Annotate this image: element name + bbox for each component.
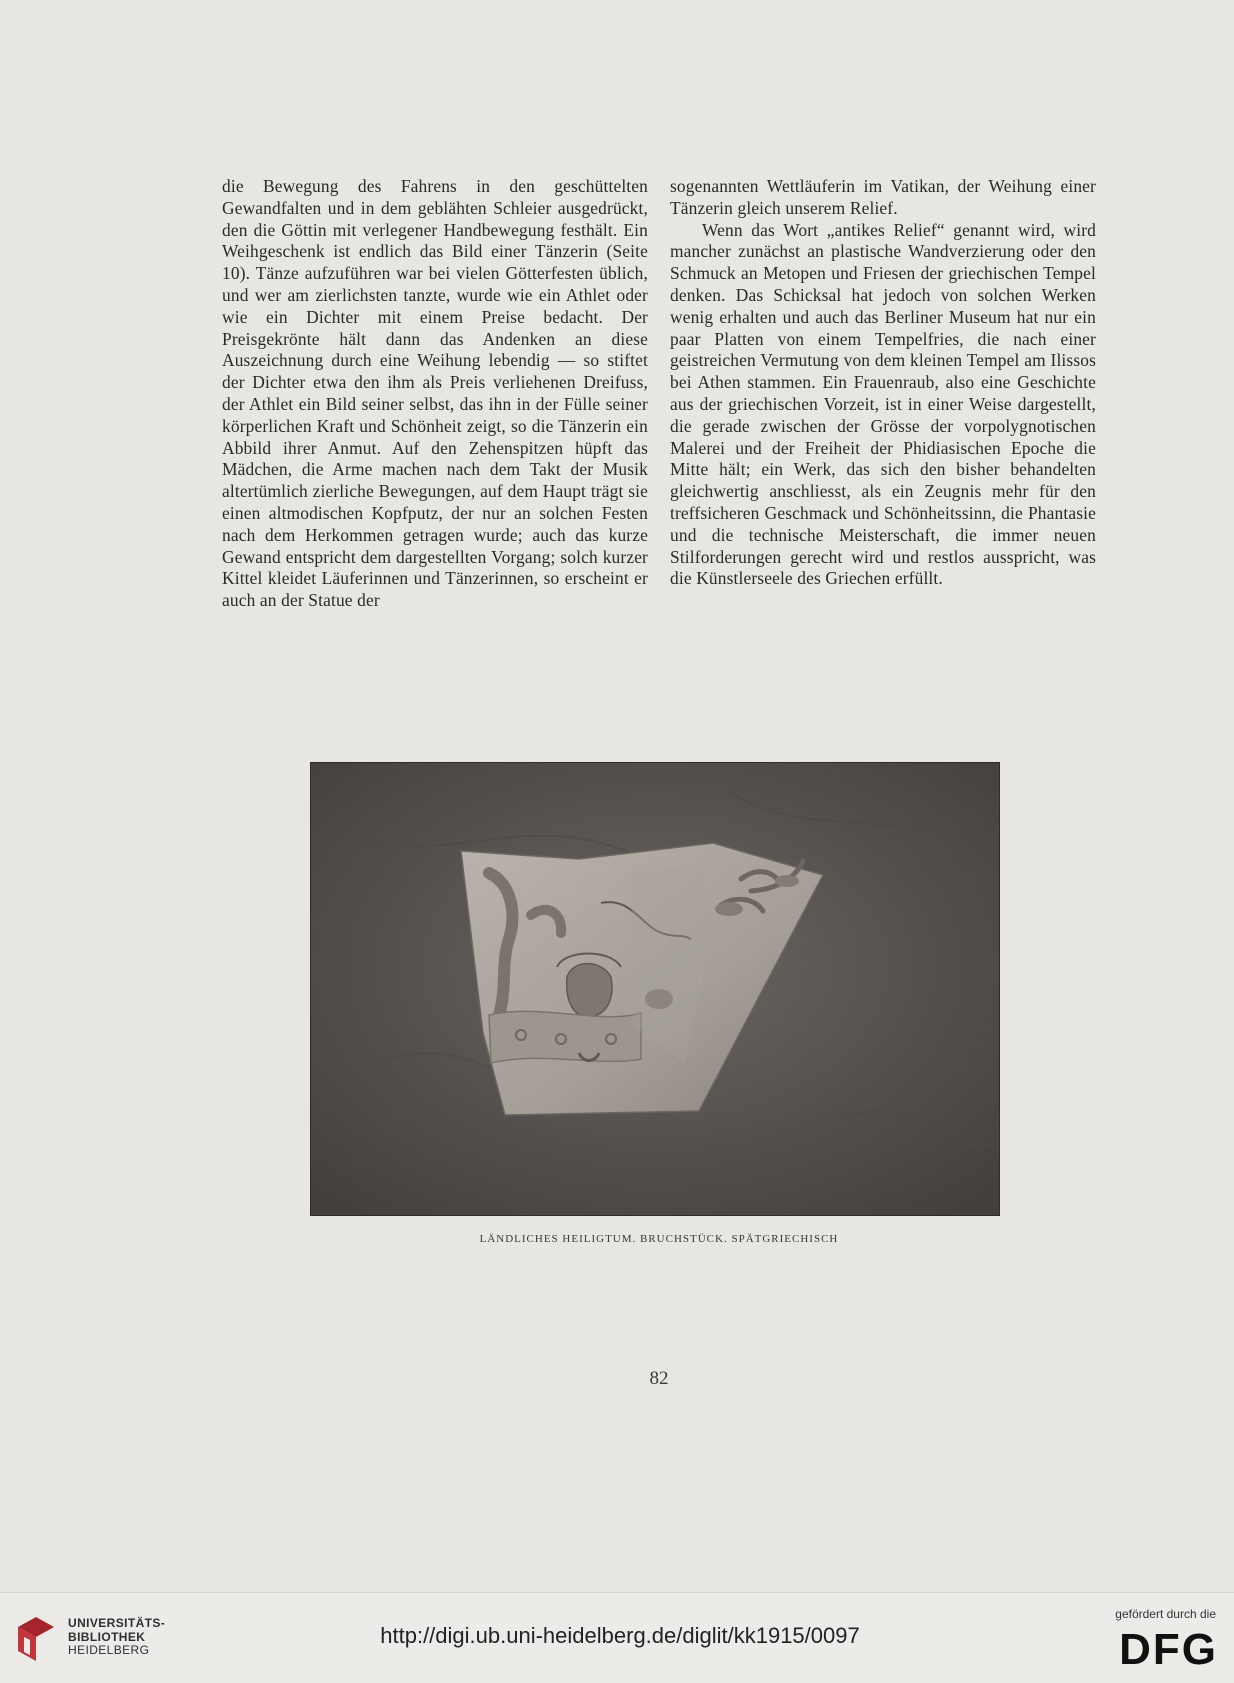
library-name-line-1: UNIVERSITÄTS- — [68, 1616, 166, 1630]
digitization-footer — [0, 1592, 1234, 1683]
relief-photograph — [310, 762, 1000, 1216]
library-name-line-3: HEIDELBERG — [68, 1643, 150, 1657]
funding-label: gefördert durch die — [1115, 1607, 1216, 1621]
right-paragraph-1: sogenannten Wettläuferin im Vatikan, der Weihung einer Tänzerin gleich unserem Relief. — [670, 176, 1096, 218]
left-column — [222, 176, 648, 612]
right-column — [670, 176, 1096, 612]
relief-fragment-image — [311, 763, 999, 1215]
library-name — [68, 1617, 165, 1658]
permalink-url[interactable]: http://digi.ub.uni-heidelberg.de/diglit/kk1915/0097 — [380, 1623, 860, 1648]
page-number: 82 — [649, 1368, 669, 1389]
library-name-line-2: BIBLIOTHEK — [68, 1629, 146, 1644]
ub-heidelberg-logo-icon — [12, 1613, 60, 1665]
text-columns — [222, 176, 1096, 612]
right-paragraph-2: Wenn das Wort „antikes Relief“ genannt wird, wird mancher zunächst an plastische Wandverzierung oder den Schmuck an Metopen und Friesen der griechischen Tempel denken. Das Schicksal hat jedoch von solchen Werken wenig erhalten und auch das Berliner Museum hat nur ein paar Platten von einem Tempelfries, die nach einer geistreichen Vermutung von dem kleinen Tempel am Ilissos bei Athen stammen. Ein Frauenraub, also eine Geschichte aus der griechischen Vorzeit, ist in einer Weise dargestellt, die gerade zwischen der Grösse der vorpolygnotischen Malerei und der Freiheit der Phidiasischen Epoche die Mitte hält; ein Werk, das sich den bisher behandelten gleichwertig anschliesst, als ein Zeugnis mehr für den treffsicheren Geschmack und Schönheitssinn, die Phantasie und die technische Meisterschaft, die immer neuen Stilforderungen gerecht wird und restlos ausspricht, was die Künstlerseele des Griechen erfüllt. — [670, 219, 1096, 589]
left-paragraph-1: die Bewegung des Fahrens in den geschüttelten Gewandfalten und in dem geblähten Schleier ausgedrückt, den die Göttin mit verlegener Handbewegung festhält. Ein Weihgeschenk ist endlich das Bild einer Tänzerin (Seite 10). Tänze aufzuführen war bei vielen Götterfesten üblich, und wer am zierlichsten tanzte, wurde wie ein Athlet oder wie ein Dichter mit einem Preise bedacht. Der Preisgekrönte hält dann das Andenken an diese Auszeichnung durch eine Weihung lebendig — so stiftet der Dichter etwa den ihm als Preis verliehenen Dreifuss, der Athlet ein Bild seiner selbst, das ihn in der Fülle seiner körperlichen Kraft und Schönheit zeigt, so die Tänzerin ein Abbild ihrer Anmut. Auf den Zehenspitzen hüpft das Mädchen, die Arme machen nach dem Takt der Musik altertümlich zierliche Bewegungen, auf dem Haupt trägt sie einen altmodischen Kopfputz, der nur an solchen Festen nach dem Herkommen getragen wurde; auch das kurze Gewand entspricht dem dargestellten Vorgang; solch kurzer Kittel kleidet Läuferinnen und Tänzerinnen, so erscheint er auch an der Statue der — [222, 176, 648, 611]
dfg-logo: DFG — [1119, 1625, 1218, 1674]
figure-caption: LÄNDLICHES HEILIGTUM. BRUCHSTÜCK. SPÄTGRIECHISCH — [479, 1233, 839, 1245]
